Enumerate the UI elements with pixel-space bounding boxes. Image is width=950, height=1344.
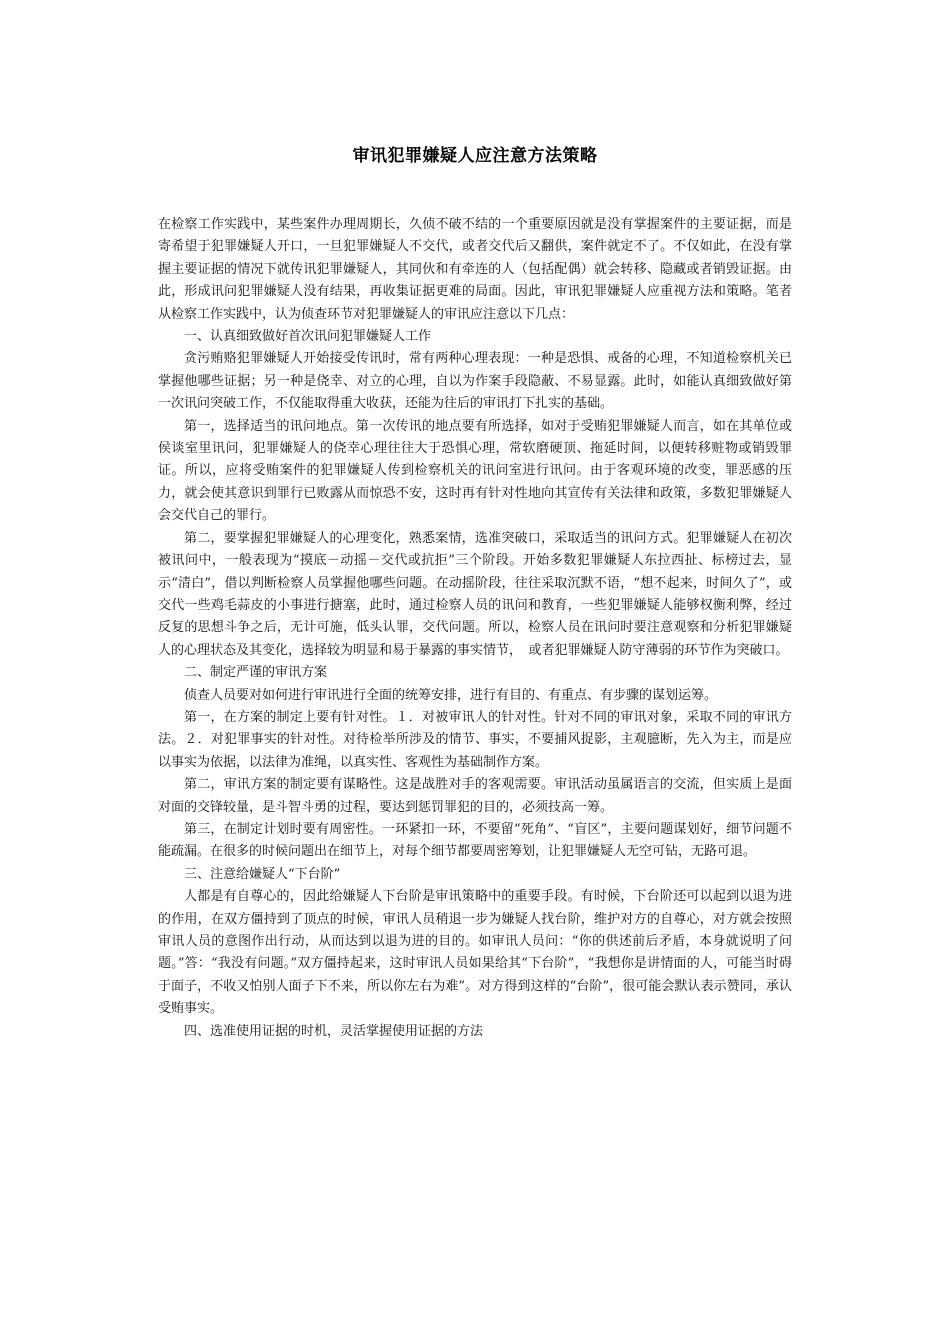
body-paragraph: 贪污贿赂犯罪嫌疑人开始接受传讯时，常有两种心理表现：一种是恐惧、戒备的心理，不知道检察机关已掌握他哪些证据；另一种是侥幸、对立的心理，自以为作案手段隐蔽、不易显露。此时，如能认真细致做好第一次讯问突破工作，不仅能取得重大收获，还能为往后的审讯打下扎实的基础。 [158,351,792,412]
section-heading-3: 三、注意给嫌疑人“下台阶” [184,866,341,882]
body-paragraph: 第二，审讯方案的制定要有谋略性。这是战胜对手的客观需要。审讯活动虽属语言的交流，但实质上是面对面的交锋较量，是斗智斗勇的过程，要达到惩罚罪犯的目的，必须技高一筹。 [158,777,792,815]
intro-paragraph: 在检察工作实践中，某些案件办理周期长，久侦不破不结的一个重要原因就是没有掌握案件的主要证据，而是寄希望于犯罪嫌疑人开口，一旦犯罪嫌疑人不交代，或者交代后又翻供，案件就定不了。不仅如此，在没有掌握主要证据的情况下就传讯犯罪嫌疑人，其同伙和有牵连的人（包括配偶）就会转移、隐藏或者销毁证据。由此，形成讯问犯罪嫌疑人没有结果，再收集证据更难的局面。因此，审讯犯罪嫌疑人应重视方法和策略。笔者从检察工作实践中，认为侦查环节对犯罪嫌疑人的审讯应注意以下几点： [158,217,792,322]
body-paragraph: 第一，选择适当的讯问地点。第一次传讯的地点要有所选择，如对于受贿犯罪嫌疑人而言，如在其单位或侯谈室里讯问，犯罪嫌疑人的侥幸心理往往大于恐惧心理，常软磨硬顶、拖延时间，以便转移赃物或销毁罪证。所以，应将受贿案件的犯罪嫌疑人传到检察机关的讯问室进行讯问。由于客观环境的改变，罪恶感的压力，就会使其意识到罪行已败露从而惊恐不安，这时再有针对性地向其宣传有关法律和政策，多数犯罪嫌疑人会交代自己的罪行。 [158,418,792,524]
section-heading-4: 四、选准使用证据的时机，灵活掌握使用证据的方法 [184,1023,484,1039]
body-paragraph: 侦查人员要对如何进行审讯进行全面的统筹安排，进行有目的、有重点、有步骤的谋划运筹。 [184,687,718,703]
body-paragraph: 第二，要掌握犯罪嫌疑人的心理变化，熟悉案情，选准突破口，采取适当的讯问方式。犯罪嫌疑人在初次被讯问中，一般表现为“摸底－动摇－交代或抗拒”三个阶段。开始多数犯罪嫌疑人东拉西扯、标榜过去，显示“清白”，借以判断检察人员掌握他哪些问题。在动摇阶段，往往采取沉默不语，“想不起来，时间久了”，或交代一些鸡毛蒜皮的小事进行搪塞，此时，通过检察人员的讯问和教育，一些犯罪嫌疑人能够权衡利弊，经过反复的思想斗争之后，无计可施，低头认罪，交代问题。所以，检察人员在讯问时要注意观察和分析犯罪嫌疑人的心理状态及其变化，选择较为明显和易于暴露的事实情节， 或者犯罪嫌疑人防守薄弱的环节作为突破口。 [158,530,792,658]
body-paragraph: 人都是有自尊心的，因此给嫌疑人下台阶是审讯策略中的重要手段。有时候，下台阶还可以起到以退为进的作用，在双方僵持到了顶点的时候，审讯人员稍退一步为嫌疑人找台阶，维护对方的自尊心，对方就会按照审讯人员的意图作出行动，从而达到以退为进的目的。如审讯人员问：“你的供述前后矛盾，本身就说明了问题。”答：“我没有问题。”双方僵持起来，这时审讯人员如果给其“下台阶”，“我想你是讲情面的人，可能当时碍于面子，不收又怕别人面子下不来，所以你左右为难”。对方得到这样的“台阶”，很可能会默认表示赞同，承认受贿事实。 [158,889,792,1017]
document-body [158,214,792,1043]
document-title: 审讯犯罪嫌疑人应注意方法策略 [352,146,598,166]
body-paragraph: 第三，在制定计划时要有周密性。一环紧扣一环，不要留“死角”、“盲区”，主要问题谋划好，细节问题不能疏漏。在很多的时候问题出在细节上，对每个细节都要周密筹划，让犯罪嫌疑人无空可钻，无路可退。 [158,821,792,860]
body-paragraph: 第一，在方案的制定上要有针对性。１．对被审讯人的针对性。针对不同的审讯对象，采取不同的审讯方法。２．对犯罪事实的针对性。对待检举所涉及的情节、事实，不要捕风捉影，主观臆断，先入为主，而是应以事实为依据，以法律为准绳，以真实性、客观性为基础制作方案。 [158,709,792,770]
section-heading-2: 二、制定严谨的审讯方案 [184,665,328,681]
section-heading-1: 一、认真细致做好首次讯问犯罪嫌疑人工作 [184,329,432,345]
